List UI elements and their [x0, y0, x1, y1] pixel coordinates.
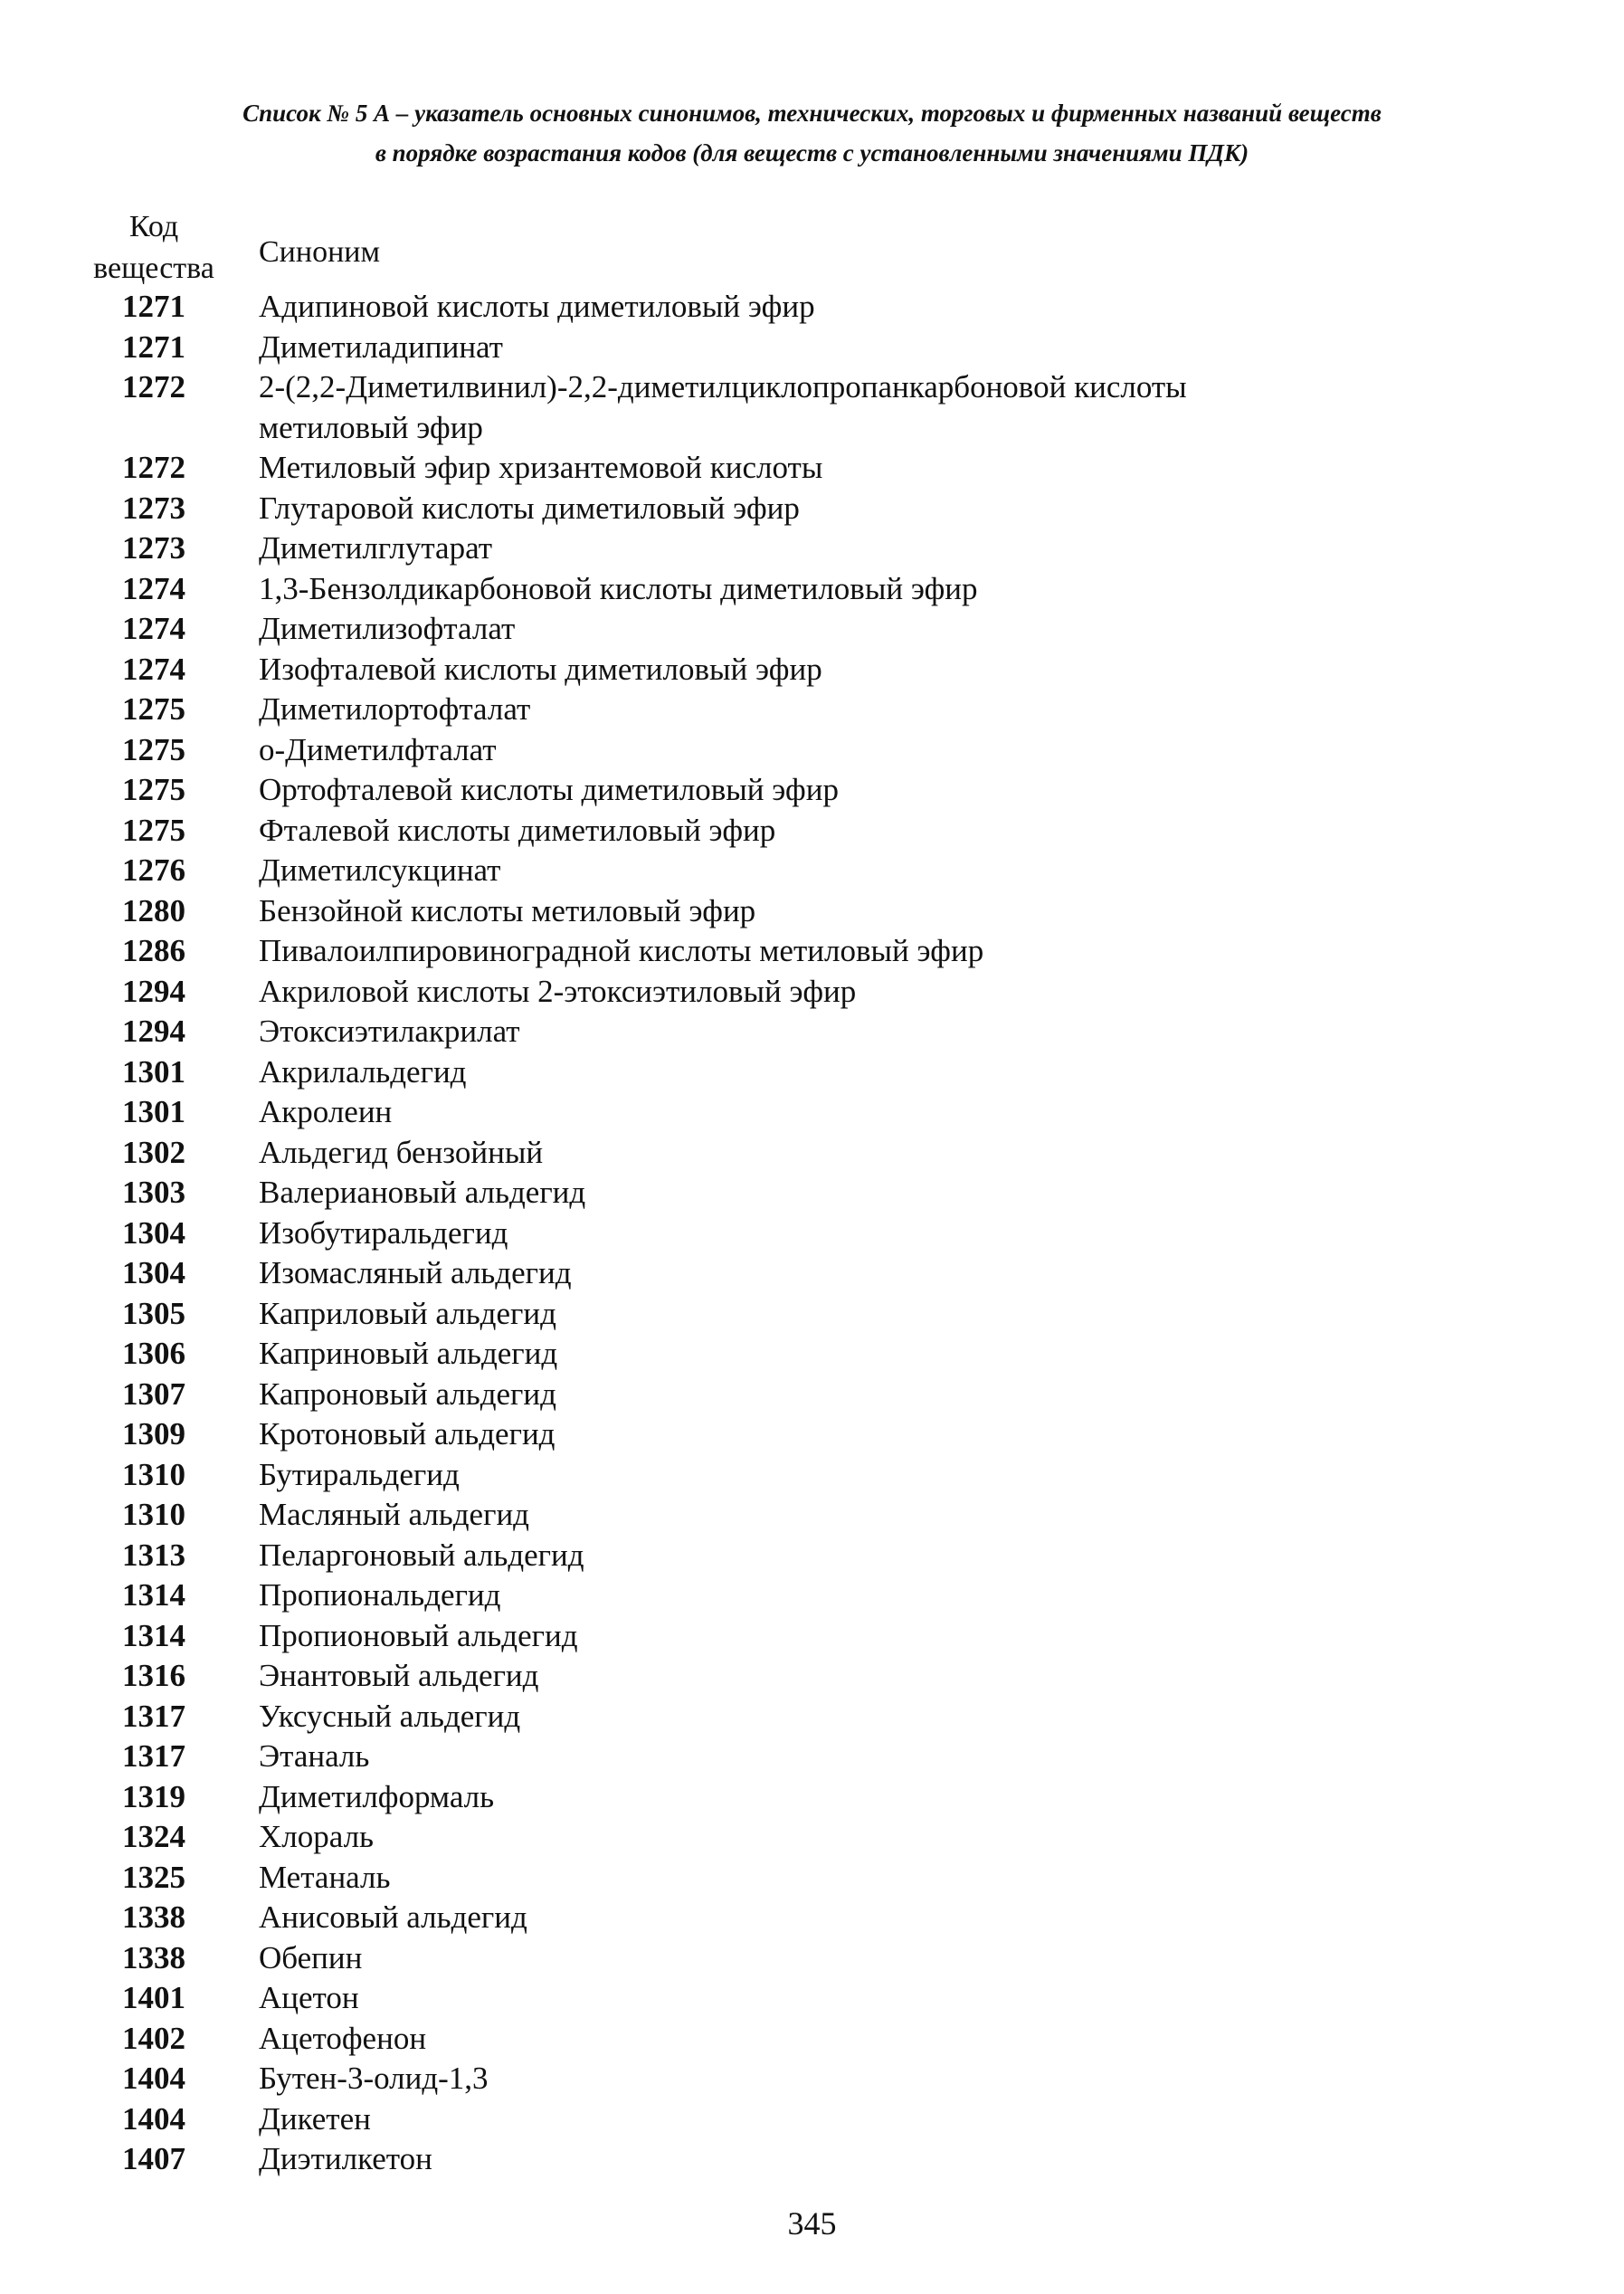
- synonym-text-line: Диметилизофталат: [259, 611, 516, 646]
- synonym-text-line: Метаналь: [259, 1859, 391, 1895]
- table-row: [0, 811, 1624, 852]
- substance-code: 1301: [122, 1094, 185, 1129]
- synonym-text-line: Уксусный альдегид: [259, 1698, 521, 1734]
- substance-code: 1309: [122, 1416, 185, 1452]
- synonym-text-line: Валериановый альдегид: [259, 1175, 586, 1210]
- page-number: 345: [787, 2205, 837, 2242]
- synonym-name: [259, 1294, 1363, 1335]
- synonym-name: [259, 1173, 1363, 1214]
- table-row: [0, 1455, 1624, 1496]
- synonym-text-line: Метиловый эфир хризантемовой кислоты: [259, 450, 823, 485]
- table-row: [0, 1737, 1624, 1777]
- synonym-name: [259, 730, 1363, 771]
- table-row: [0, 1092, 1624, 1133]
- synonym-name: [259, 972, 1363, 1013]
- substance-code: 1274: [122, 651, 185, 687]
- synonym-text-line: Бензойной кислоты метиловый эфир: [259, 892, 756, 928]
- synonym-text-line: Диметилформаль: [259, 1778, 495, 1814]
- table-row: [0, 609, 1624, 650]
- table-row: [0, 1334, 1624, 1375]
- synonym-text-line: Пеларгоновый альдегид: [259, 1537, 584, 1573]
- synonym-name: [259, 2099, 1363, 2140]
- synonym-text-line: Масляный альдегид: [259, 1497, 529, 1532]
- table-row: [0, 287, 1624, 328]
- substance-code: 1402: [122, 2020, 185, 2056]
- synonym-name: [259, 1414, 1363, 1455]
- table-row: [0, 528, 1624, 569]
- table-row: [0, 1575, 1624, 1616]
- synonym-text-line: Диметилсукцинат: [259, 852, 501, 888]
- synonym-name: [259, 287, 1363, 328]
- synonym-name: [259, 851, 1363, 891]
- synonym-name: [259, 811, 1363, 852]
- table-row: [0, 1536, 1624, 1576]
- synonym-name: [259, 1375, 1363, 1415]
- table-row: [0, 851, 1624, 891]
- substance-code: 1294: [122, 973, 185, 1009]
- table-row: [0, 569, 1624, 610]
- synonym-text-line: Каприновый альдегид: [259, 1336, 558, 1371]
- substance-code: 1273: [122, 530, 185, 566]
- substance-code: 1313: [122, 1537, 185, 1573]
- synonym-name: [259, 2139, 1363, 2180]
- table-row: [0, 2099, 1624, 2140]
- table-row: [0, 1858, 1624, 1899]
- substance-code: 1319: [122, 1778, 185, 1814]
- synonym-name: [259, 1898, 1363, 1938]
- synonym-text-line: 2-(2,2-Диметилвинил)-2,2-диметилциклопропанкарбоновой кислоты: [259, 369, 1187, 405]
- synonym-name: [259, 1012, 1363, 1052]
- table-row: [0, 2019, 1624, 2060]
- synonym-text-line: Энантовый альдегид: [259, 1658, 539, 1693]
- synonym-text-line: Пропионовый альдегид: [259, 1617, 578, 1653]
- synonym-name: [259, 690, 1363, 730]
- substance-code: 1401: [122, 1980, 185, 2015]
- substance-code: 1301: [122, 1053, 185, 1090]
- synonym-text-line: Ортофталевой кислоты диметиловый эфир: [259, 772, 839, 807]
- synonym-text-line: Акрилальдегид: [259, 1053, 467, 1090]
- synonym-name: [259, 609, 1363, 650]
- substance-code: 1314: [122, 1577, 185, 1613]
- synonym-text-line: Адипиновой кислоты диметиловый эфир: [259, 289, 815, 324]
- synonym-name: [259, 1616, 1363, 1657]
- synonym-text-line: Ацетофенон: [259, 2020, 427, 2056]
- column-header-code-line-1: Код: [128, 210, 179, 243]
- table-row: [0, 1012, 1624, 1052]
- table-row: [0, 2139, 1624, 2180]
- substance-code: 1306: [122, 1336, 185, 1371]
- synonym-text-line: Этаналь: [259, 1738, 370, 1774]
- table-row: [0, 1656, 1624, 1697]
- substance-code: 1307: [122, 1375, 185, 1412]
- substance-code: 1275: [122, 812, 185, 848]
- table-row: [0, 1294, 1624, 1335]
- synonym-text-line: Изофталевой кислоты диметиловый эфир: [259, 651, 822, 687]
- table-row: [0, 328, 1624, 368]
- substance-code: 1303: [122, 1175, 185, 1210]
- table-row: [0, 1253, 1624, 1294]
- synonym-name: [259, 770, 1363, 811]
- synonym-text-line: Альдегид бензойный: [259, 1134, 544, 1170]
- substance-code: 1294: [122, 1014, 185, 1049]
- synonym-text-line: Диметилглутарат: [259, 530, 493, 566]
- substance-code: 1404: [122, 2100, 185, 2137]
- synonym-text-line: Пропиональдегид: [259, 1577, 501, 1613]
- table-row: [0, 2059, 1624, 2099]
- synonym-name: [259, 1858, 1363, 1899]
- synonym-name: [259, 1495, 1363, 1536]
- synonym-text-line: Пивалоилпировиноградной кислоты метиловый эфир: [259, 933, 984, 968]
- substance-code: 1325: [122, 1859, 185, 1895]
- synonym-name: [259, 569, 1363, 610]
- substance-code: 1324: [122, 1819, 185, 1854]
- substance-code: 1274: [122, 570, 185, 606]
- table-row: [0, 448, 1624, 489]
- table-row: [0, 650, 1624, 690]
- substance-code: 1310: [122, 1456, 185, 1492]
- substance-code: 1275: [122, 772, 185, 807]
- substance-code: 1272: [122, 369, 185, 405]
- substance-code: 1305: [122, 1295, 185, 1331]
- substance-code: 1275: [122, 731, 185, 767]
- synonym-name: [259, 528, 1363, 569]
- synonym-name: [259, 1938, 1363, 1979]
- substance-code: 1272: [122, 450, 185, 485]
- synonym-text-line: Диметиладипинат: [259, 328, 503, 365]
- synonym-name: [259, 1214, 1363, 1254]
- synonym-name: [259, 1092, 1363, 1133]
- substance-code: 1276: [122, 852, 185, 888]
- synonym-text-line: Бутиральдегид: [259, 1456, 460, 1492]
- substance-code: 1304: [122, 1214, 185, 1251]
- substance-code: 1286: [122, 933, 185, 968]
- table-row: [0, 1898, 1624, 1938]
- synonym-name: [259, 2059, 1363, 2099]
- table-row: [0, 730, 1624, 771]
- substance-code: 1407: [122, 2141, 185, 2176]
- table-row: [0, 489, 1624, 529]
- synonym-text-line: Ацетон: [259, 1980, 359, 2015]
- synonym-text-line: Акриловой кислоты 2-этоксиэтиловый эфир: [259, 973, 857, 1009]
- synonym-name: [259, 1133, 1363, 1174]
- synonym-name: [259, 1334, 1363, 1375]
- table-row: [0, 1052, 1624, 1093]
- substance-code: 1280: [122, 892, 185, 928]
- synonym-text-line: Этоксиэтилакрилат: [259, 1014, 520, 1049]
- substance-code: 1317: [122, 1738, 185, 1774]
- synonym-text-line: Акролеин: [259, 1094, 393, 1129]
- table-row: [0, 367, 1624, 448]
- synonym-text-line: Глутаровой кислоты диметиловый эфир: [259, 490, 800, 526]
- synonym-text-line: Обепин: [259, 1939, 363, 1975]
- table-row: [0, 1697, 1624, 1737]
- synonym-text-line: Диэтилкетон: [259, 2141, 432, 2176]
- synonym-text-line: Капроновый альдегид: [259, 1375, 556, 1412]
- substance-code: 1273: [122, 490, 185, 526]
- synonym-name: [259, 1697, 1363, 1737]
- synonym-name: [259, 931, 1363, 972]
- table-row: [0, 1817, 1624, 1858]
- synonym-text-line: Каприловый альдегид: [259, 1295, 556, 1331]
- table-row: [0, 690, 1624, 730]
- synonym-text-line: Кротоновый альдегид: [259, 1416, 556, 1452]
- table-row: [0, 1414, 1624, 1455]
- synonym-name: [259, 891, 1363, 932]
- synonym-text-line: 1,3-Бензолдикарбоновой кислоты диметиловый эфир: [259, 570, 978, 606]
- column-header-synonym: Синоним: [259, 235, 380, 269]
- substance-code: 1271: [122, 289, 185, 324]
- table-row: [0, 770, 1624, 811]
- table-row: [0, 1616, 1624, 1657]
- table-row: [0, 1978, 1624, 2019]
- table-row: [0, 1133, 1624, 1174]
- table-row: [0, 1938, 1624, 1979]
- synonym-name: [259, 1656, 1363, 1697]
- table-row: [0, 1173, 1624, 1214]
- table-row: [0, 891, 1624, 932]
- table-row: [0, 1375, 1624, 1415]
- table-row: [0, 1495, 1624, 1536]
- substance-code: 1404: [122, 2061, 185, 2096]
- synonym-name: [259, 2019, 1363, 2060]
- synonym-text-line: Анисовый альдегид: [259, 1899, 527, 1935]
- substance-code: 1271: [122, 328, 185, 365]
- synonym-name: [259, 1777, 1363, 1818]
- substance-code: 1338: [122, 1899, 185, 1935]
- synonym-text-line: метиловый эфир: [259, 409, 483, 445]
- synonym-text-line: о-Диметилфталат: [259, 731, 497, 767]
- synonym-text-line: Изобутиральдегид: [259, 1214, 508, 1251]
- synonym-name: [259, 1536, 1363, 1576]
- synonym-text-line: Диметилортофталат: [259, 691, 531, 727]
- synonym-name: [259, 448, 1363, 489]
- table-row: [0, 972, 1624, 1013]
- substance-code: 1304: [122, 1255, 185, 1290]
- synonym-name: [259, 367, 1363, 448]
- document-title-line-1: Список № 5 А – указатель основных синонимов, технических, торговых и фирменных названий веществ: [242, 100, 1382, 127]
- synonym-name: [259, 1737, 1363, 1777]
- synonym-text-line: Дикетен: [259, 2100, 371, 2137]
- substance-code: 1338: [122, 1939, 185, 1975]
- synonym-name: [259, 650, 1363, 690]
- substance-code: 1274: [122, 611, 185, 646]
- table-row: [0, 931, 1624, 972]
- substance-code: 1310: [122, 1497, 185, 1532]
- substance-code: 1316: [122, 1658, 185, 1693]
- synonym-name: [259, 1978, 1363, 2019]
- substance-code: 1302: [122, 1134, 185, 1170]
- synonym-name: [259, 328, 1363, 368]
- table-row: [0, 1214, 1624, 1254]
- synonym-name: [259, 1253, 1363, 1294]
- synonym-table-body: [0, 287, 1624, 2180]
- synonym-name: [259, 1455, 1363, 1496]
- synonym-name: [259, 1052, 1363, 1093]
- synonym-name: [259, 489, 1363, 529]
- synonym-text-line: Изомасляный альдегид: [259, 1255, 572, 1290]
- synonym-name: [259, 1575, 1363, 1616]
- column-header-code: [81, 206, 226, 290]
- synonym-text-line: Хлораль: [259, 1819, 375, 1854]
- substance-code: 1275: [122, 691, 185, 727]
- synonym-name: [259, 1817, 1363, 1858]
- synonym-text-line: Бутен-3-олид-1,3: [259, 2061, 489, 2096]
- substance-code: 1314: [122, 1617, 185, 1653]
- synonym-text-line: Фталевой кислоты диметиловый эфир: [259, 812, 776, 848]
- substance-code: 1317: [122, 1698, 185, 1734]
- document-title-line-2: в порядке возрастания кодов (для веществ с установленными значениями ПДК): [375, 139, 1249, 167]
- table-row: [0, 1777, 1624, 1818]
- column-header-code-line-2: вещества: [93, 252, 214, 285]
